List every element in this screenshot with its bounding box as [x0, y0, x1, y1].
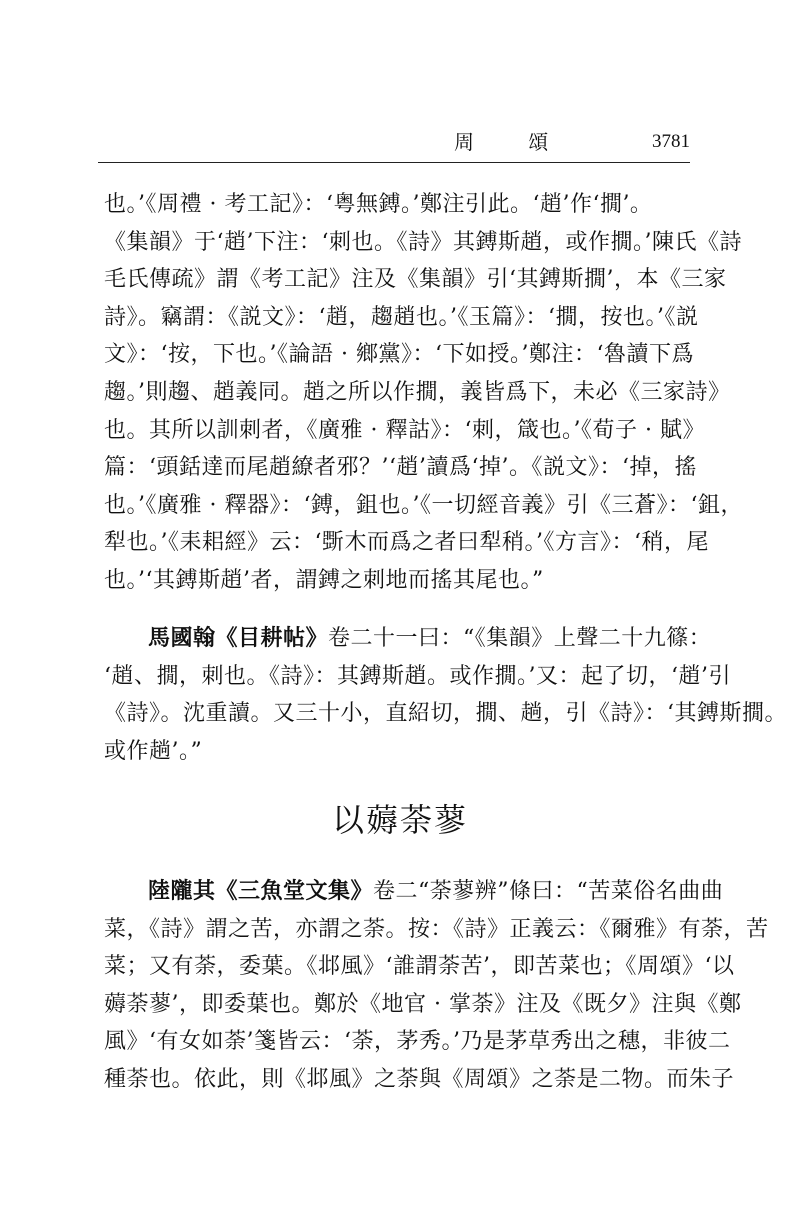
- text-line: 種荼也。依此，則《邶風》之荼與《周頌》之荼是二物。而朱子: [104, 1066, 735, 1092]
- paragraph-ma-guohan: [104, 620, 787, 770]
- page-number: 3781: [652, 131, 690, 152]
- text-line: 趨。’則趨、趙義同。趙之所以作撊，義皆爲下，未必《三家詩》: [104, 379, 731, 405]
- text-line: 也。’《周禮 · 考工記》：‘粤無鎛。’鄭注引此。‘趙’作‘撊’。: [104, 192, 653, 217]
- text-line: 也。其所以訓刺者，《廣雅 · 釋詁》：‘刺，箴也。’《荀子 · 賦》: [104, 417, 705, 443]
- text-line: 篇：‘頭銛達而尾趙繚者邪？’‘趙’讀爲‘掉’。《説文》：‘掉，搖: [104, 455, 697, 481]
- cited-author-work: 馬國翰《目耕帖》: [148, 625, 329, 651]
- text-line: 風》‘有女如荼’箋皆云：‘荼，茅秀。’乃是茅草秀出之穗，非彼二: [104, 1029, 731, 1055]
- text-line: ‘趙、撊，刺也。《詩》：其鎛斯趙。或作撊。’又：起了切，‘趙’引: [104, 663, 731, 689]
- text-line-first: [104, 873, 724, 911]
- text-line: 菜；又有荼，委葉。《邶風》‘誰謂荼苦’，即苦菜也；《周頌》‘以: [104, 954, 735, 980]
- text-line: 毛氏傳疏》謂《考工記》注及《集韻》引‘其鎛斯撊’，本《三家: [104, 267, 727, 293]
- text-run: 卷二“荼蓼辨”條曰：“苦菜俗名曲曲: [373, 879, 724, 904]
- text-line: 犁也。’《耒耜經》云：‘斲木而爲之者曰犁稍。’《方言》：‘稍，尾: [104, 530, 709, 556]
- section-heading: 以薅荼蓼: [331, 801, 468, 839]
- running-header: [98, 126, 690, 166]
- text-line: 也。’《廣雅 · 釋器》：‘鎛，鉏也。’《一切經音義》引《三蒼》：‘鉏，: [104, 492, 743, 518]
- text-line: 文》：‘按，下也。’《論語 · 鄉黨》：‘下如授。’鄭注：‘魯讀下爲: [104, 342, 694, 368]
- text-line-first: [104, 620, 712, 658]
- cited-author-work: 陸隴其《三魚堂文集》: [148, 878, 374, 904]
- paragraph-continued: [104, 186, 743, 600]
- text-line: 《集韻》于‘趙’下注：‘刺也。《詩》其鎛斯趙，或作撊。’陳氏《詩: [104, 229, 742, 255]
- header-rule: [98, 162, 690, 163]
- header-section-title: 周 頌: [454, 130, 573, 154]
- text-line: 菜，《詩》謂之苦，亦謂之荼。按：《詩》正義云：《爾雅》有荼，苦: [104, 916, 769, 942]
- text-line: 或作趟’。”: [104, 738, 203, 764]
- text-line: 詩》。竊謂：《説文》：‘趙，趨趙也。’《玉篇》：‘撊，按也。’《説: [104, 304, 699, 330]
- text-line: 《詩》。沈重讀。又三十小，直紹切，撊、趟，引《詩》：‘其鎛斯撊。: [104, 701, 787, 727]
- text-line: 也。’‘其鎛斯趙’者，謂鎛之刺地而搖其尾也。”: [104, 567, 544, 593]
- text-line: 薅荼蓼’，即委葉也。鄭於《地官 · 掌荼》注及《既夕》注與《鄭: [104, 991, 742, 1017]
- paragraph-lu-longqi: [104, 873, 769, 1099]
- text-run: 卷二十一曰：“《集韻》上聲二十九篠：: [328, 626, 712, 651]
